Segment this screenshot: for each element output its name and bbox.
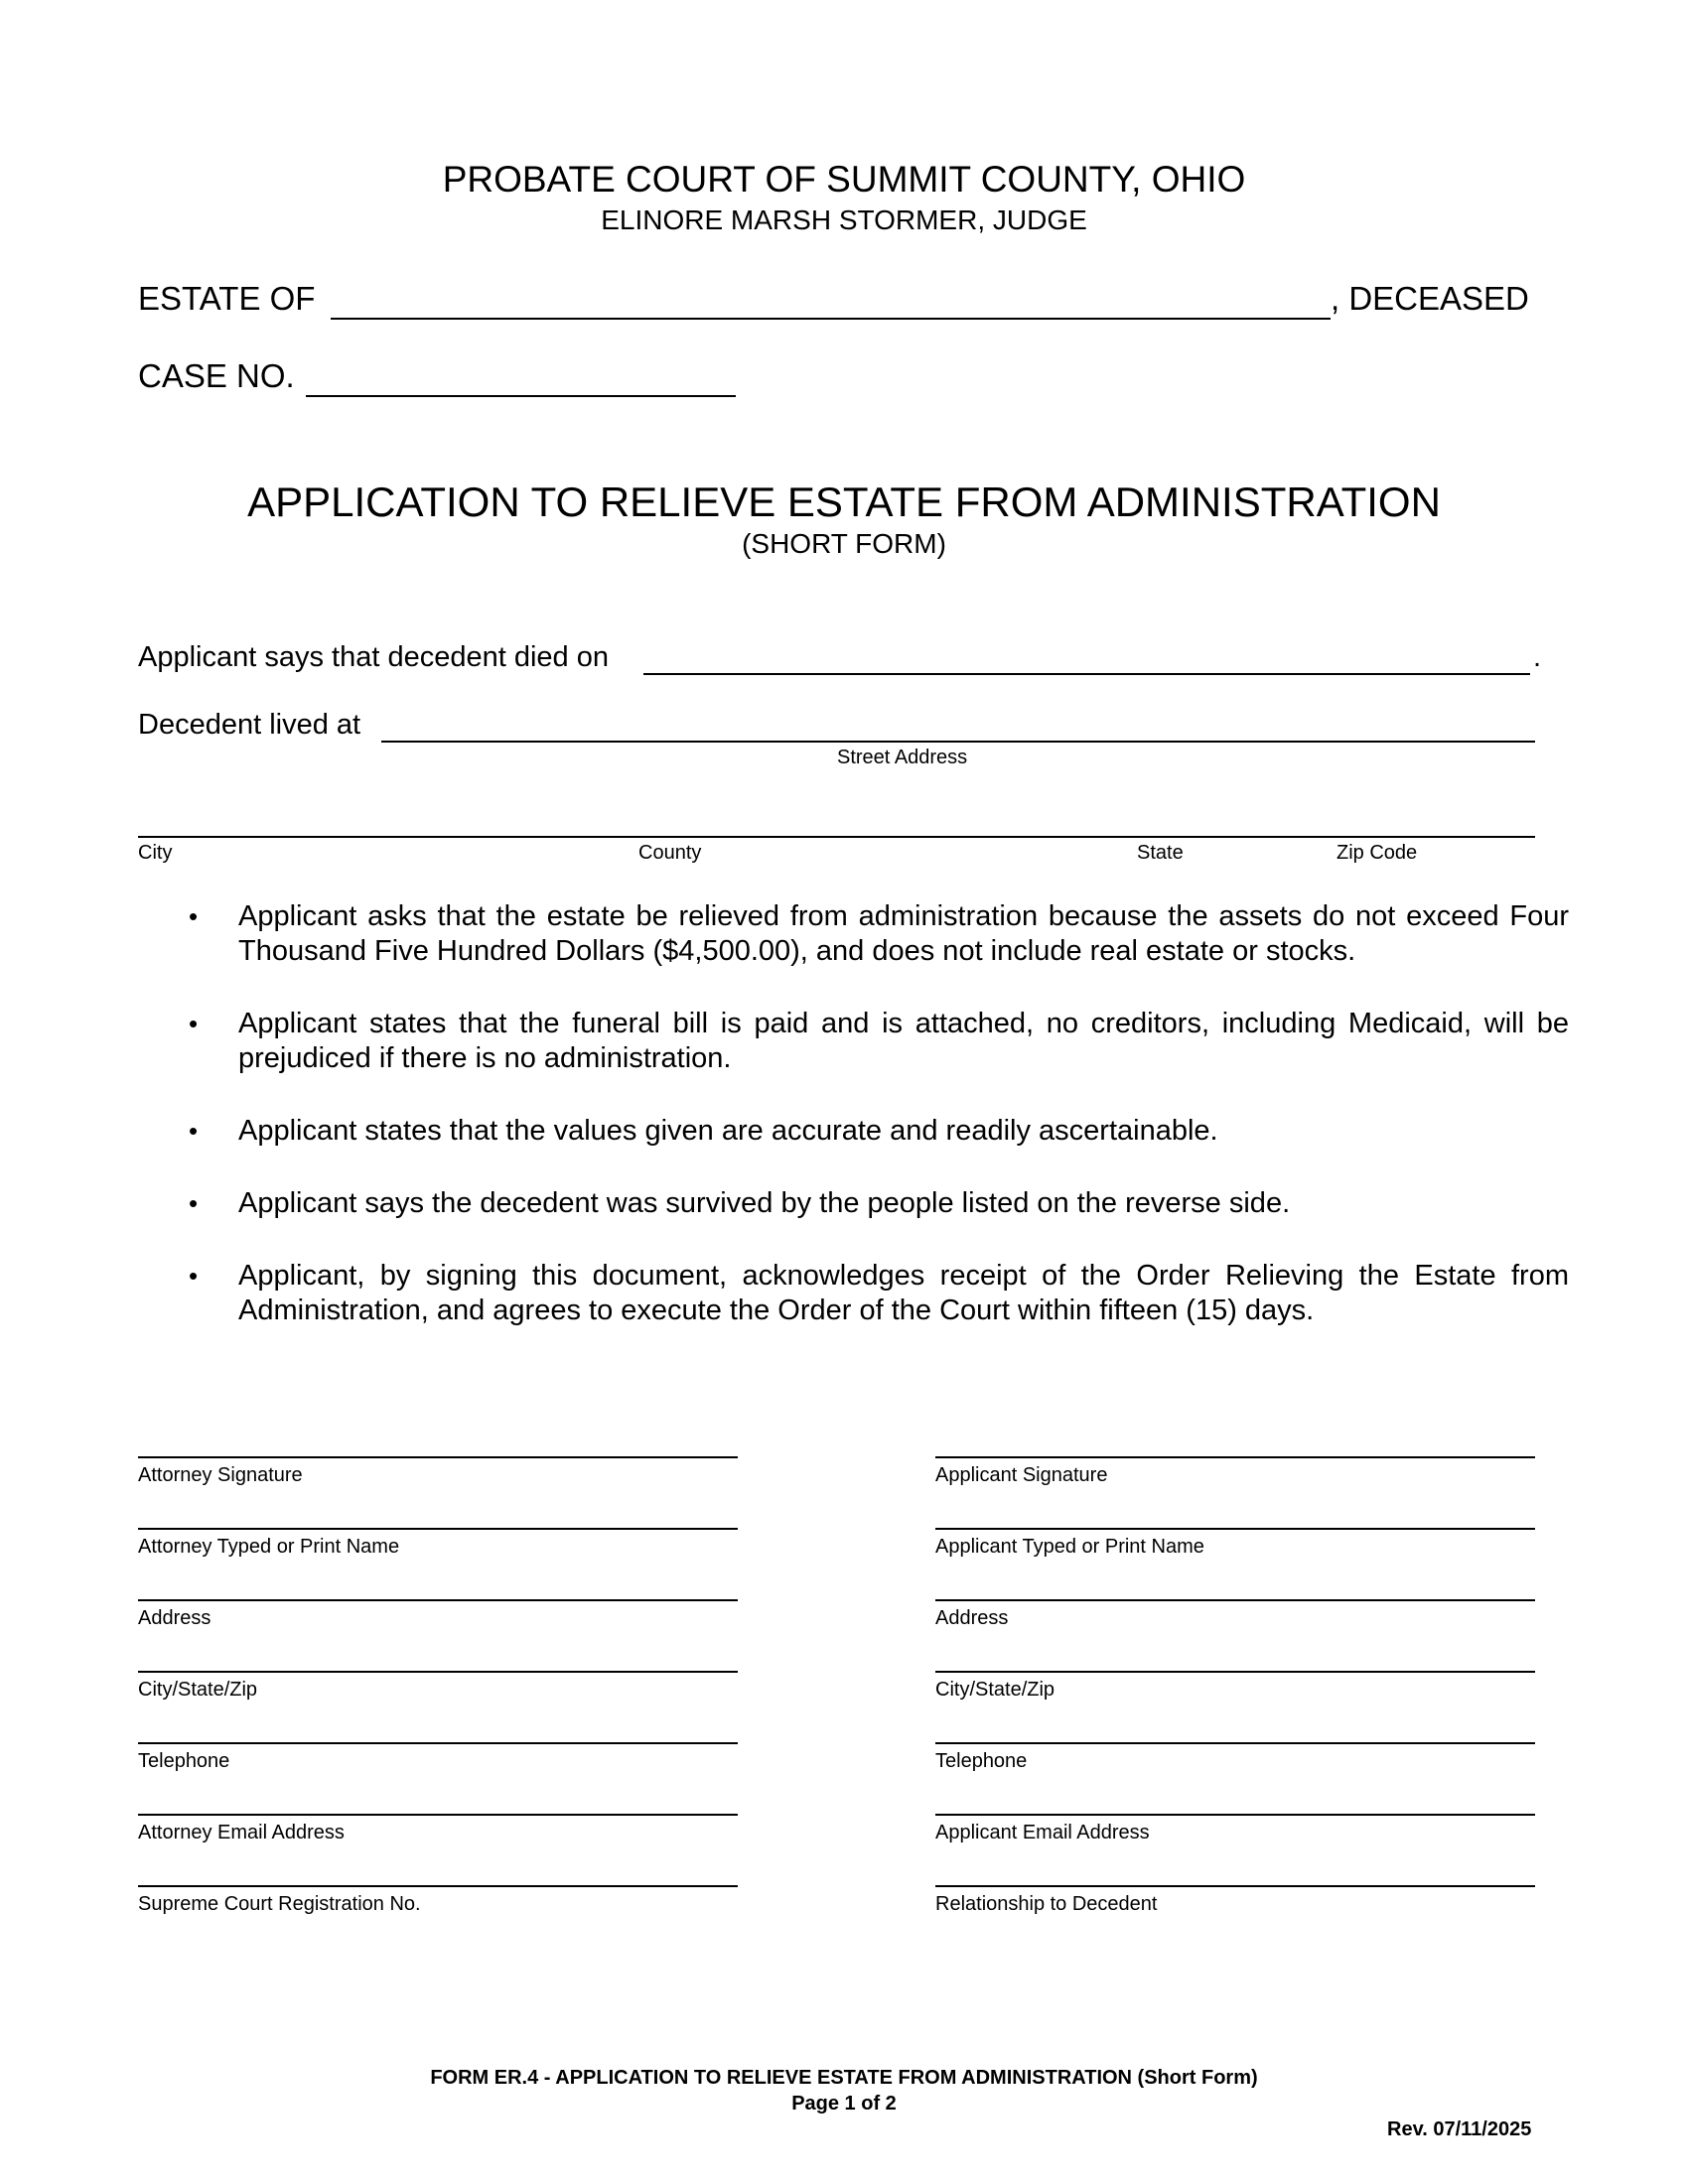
estate-of-label: ESTATE OF xyxy=(138,280,316,317)
applicant-signature-field[interactable]: Applicant Signature xyxy=(935,1456,1535,1528)
case-no-field[interactable] xyxy=(306,359,736,397)
list-item: • Applicant states that the values given are accurate and readily ascertainable. xyxy=(189,1115,1218,1147)
attorney-signature-block xyxy=(138,1456,738,1957)
applicant-email-field[interactable]: Applicant Email Address xyxy=(935,1814,1535,1885)
relationship-field[interactable]: Relationship to Decedent xyxy=(935,1885,1535,1957)
city-caption: City xyxy=(138,842,173,864)
bullet-icon: • xyxy=(189,1188,199,1218)
attorney-email-field[interactable]: Attorney Email Address xyxy=(138,1814,738,1885)
street-address-field[interactable] xyxy=(381,707,1535,743)
attorney-signature-field[interactable]: Attorney Signature xyxy=(138,1456,738,1528)
list-item: • Applicant, by signing this document, acknowledges receipt of the Order Relieving the Estate from Administration, and agrees to execute the Order of the Court within fifteen (15) days. xyxy=(189,1260,1569,1326)
list-item: • Applicant says the decedent was survived by the people listed on the reverse side. xyxy=(189,1187,1291,1219)
applicant-address-field[interactable]: Address xyxy=(935,1599,1535,1671)
applicant-city-state-zip-field[interactable]: City/State/Zip xyxy=(935,1671,1535,1742)
list-item: • Applicant states that the funeral bill is paid and is attached, no creditors, including Medicaid, will be prejudiced if there is no administration. xyxy=(189,1008,1569,1074)
died-on-label: Applicant says that decedent died on xyxy=(138,641,609,673)
judge-name: ELINORE MARSH STORMER, JUDGE xyxy=(601,205,1087,235)
statement-list xyxy=(139,899,1569,1366)
deceased-label: , DECEASED xyxy=(1331,280,1529,317)
form-title: APPLICATION TO RELIEVE ESTATE FROM ADMINISTRATION xyxy=(247,478,1441,525)
attorney-address-field[interactable]: Address xyxy=(138,1599,738,1671)
estate-name-field[interactable] xyxy=(331,282,1331,320)
page-number: Page 1 of 2 xyxy=(791,2093,897,2115)
bullet-icon: • xyxy=(189,901,199,931)
attorney-name-field[interactable]: Attorney Typed or Print Name xyxy=(138,1528,738,1599)
city-county-state-zip-field[interactable] xyxy=(138,802,1535,838)
form-subtitle: (SHORT FORM) xyxy=(742,528,946,559)
list-item: • Applicant asks that the estate be relieved from administration because the assets do not exceed Four Thousand Five Hundred Dollars ($4,500.00), and does not include real estate or stocks. xyxy=(189,900,1569,967)
applicant-name-field[interactable]: Applicant Typed or Print Name xyxy=(935,1528,1535,1599)
zip-code-caption: Zip Code xyxy=(1336,842,1418,864)
state-caption: State xyxy=(1137,842,1184,864)
street-address-caption: Street Address xyxy=(837,747,968,768)
attorney-registration-field[interactable]: Supreme Court Registration No. xyxy=(138,1885,738,1957)
court-name: PROBATE COURT OF SUMMIT COUNTY, OHIO xyxy=(442,159,1246,200)
applicant-telephone-field[interactable]: Telephone xyxy=(935,1742,1535,1814)
attorney-telephone-field[interactable]: Telephone xyxy=(138,1742,738,1814)
applicant-signature-block xyxy=(935,1456,1535,1957)
county-caption: County xyxy=(638,842,702,864)
case-no-label: CASE NO. xyxy=(138,357,295,394)
bullet-icon: • xyxy=(189,1261,199,1291)
bullet-icon: • xyxy=(189,1116,199,1146)
bullet-icon: • xyxy=(189,1009,199,1038)
date-of-death-field[interactable] xyxy=(643,639,1530,675)
died-on-period: . xyxy=(1533,641,1542,673)
revision-date: Rev. 07/11/2025 xyxy=(1387,2118,1532,2140)
form-footer-title: FORM ER.4 - APPLICATION TO RELIEVE ESTATE FROM ADMINISTRATION (Short Form) xyxy=(430,2067,1258,2089)
lived-at-label: Decedent lived at xyxy=(138,709,361,741)
attorney-city-state-zip-field[interactable]: City/State/Zip xyxy=(138,1671,738,1742)
